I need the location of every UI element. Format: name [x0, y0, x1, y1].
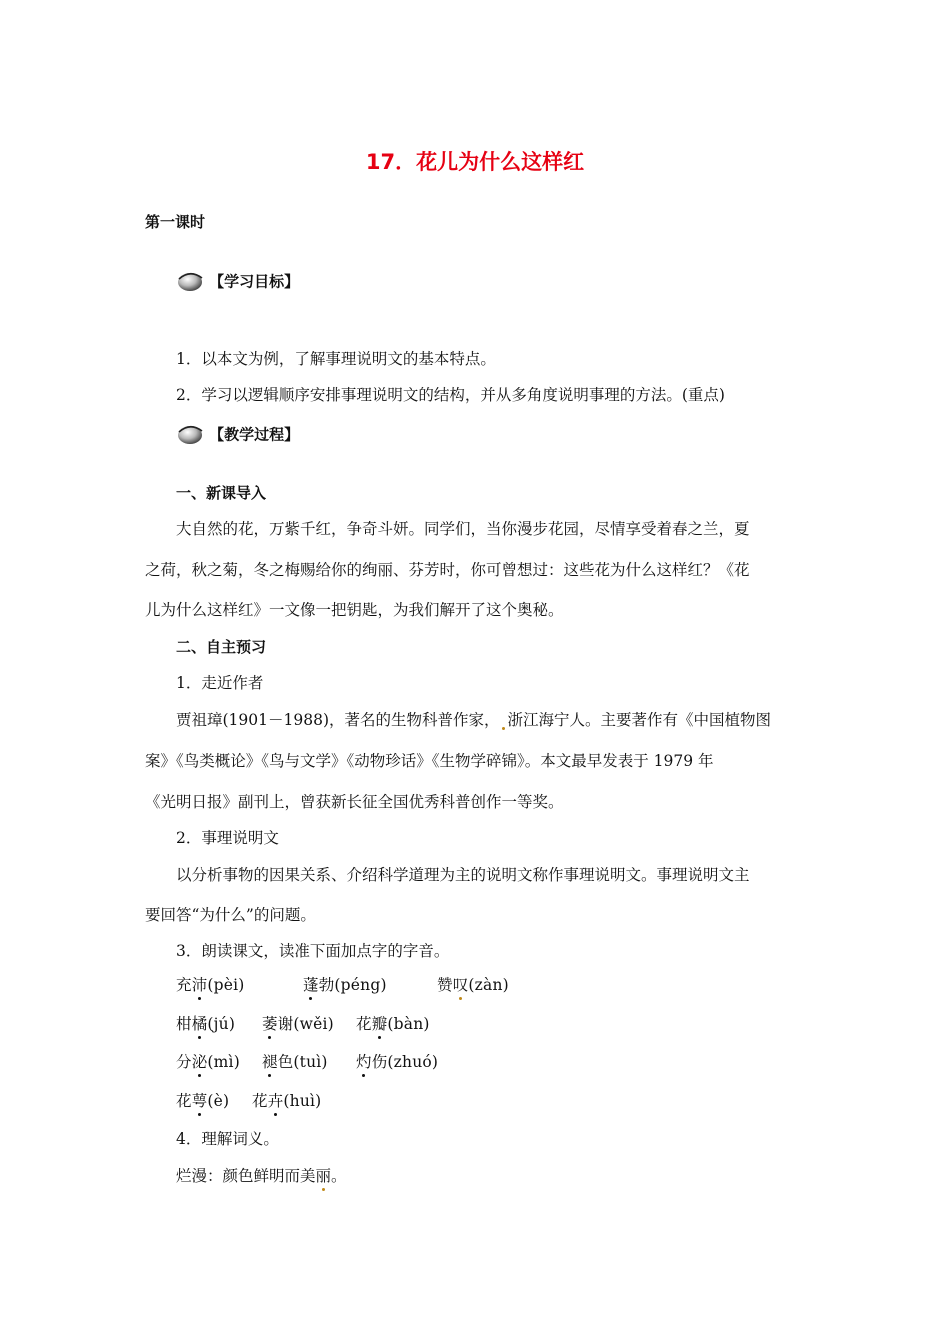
intro-line-1: 大自然的花，万紫千红，争奇斗妍。同学们，当你漫步花园，尽情享受着春之兰，夏: [176, 520, 750, 538]
part2-title: 二、自主预习: [176, 638, 267, 656]
dotted-char: 泌: [192, 1050, 208, 1072]
item3-title: 3．朗读课文，读准下面加点字的字音。: [176, 942, 450, 960]
goals-header: 【学习目标】: [209, 272, 300, 291]
part1-title: 一、新课导入: [176, 484, 267, 502]
dotted-char: 卉: [268, 1089, 284, 1111]
pronunciation-item: 花萼(è): [176, 1089, 252, 1111]
dotted-char: 萼: [192, 1089, 208, 1111]
pronunciation-item: 花卉(huì): [252, 1092, 321, 1110]
item4-title: 4．理解词义。: [176, 1130, 279, 1148]
pronunciation-row: [176, 973, 509, 995]
goals-header-group: [176, 270, 299, 292]
lesson-label: 第一课时: [145, 213, 206, 231]
dotted-char: 丽: [316, 1164, 332, 1186]
dotted-char: 叹: [453, 973, 469, 995]
process-header-group: [176, 423, 299, 445]
pronunciation-row: [176, 1050, 438, 1072]
author-line-1b: 浙江海宁人。主要著作有《中国植物图: [507, 711, 772, 729]
intro-line-2: 之荷，秋之菊，冬之梅赐给你的绚丽、芬芳时，你可曾想过：这些花为什么这样红？《花: [145, 561, 750, 579]
process-header: 【教学过程】: [209, 425, 300, 444]
vocab-text: 烂漫：颜色鲜明而美: [176, 1167, 316, 1185]
pronunciation-item: 褪色(tuì): [262, 1050, 356, 1072]
dotted-char: 褪: [262, 1050, 278, 1072]
goal-1: 1．以本文为例，了解事理说明文的基本特点。: [176, 350, 496, 368]
pronunciation-item: 柑橘(jú): [176, 1012, 262, 1034]
definition-line-2: 要回答“为什么”的问题。: [145, 906, 316, 924]
page-title: 17．花儿为什么这样红: [365, 150, 585, 174]
pronunciation-item: 灼伤(zhuó): [356, 1053, 438, 1071]
dotted-char: 沛: [192, 973, 208, 995]
item1-title: 1．走近作者: [176, 674, 264, 692]
sphere-icon: [176, 270, 204, 292]
author-line-2: 案》《鸟类概论》《鸟与文学》《动物珍话》《生物学碎锦》。本文最早发表于 1979 年: [145, 752, 714, 770]
vocab-line-1: [176, 1164, 347, 1186]
dotted-char: 萎: [262, 1012, 278, 1034]
goal-2: 2．学习以逻辑顺序安排事理说明文的结构，并从多角度说明事理的方法。(重点): [176, 386, 725, 404]
definition-line-1: 以分析事物的因果关系、介绍科学道理为主的说明文称作事理说明文。事理说明文主: [176, 866, 750, 884]
pronunciation-item: 蓬勃(péng): [303, 973, 437, 995]
sphere-icon: [176, 423, 204, 445]
pronunciation-item: 萎谢(wěi): [262, 1012, 356, 1034]
pronunciation-row: [176, 1089, 321, 1111]
pronunciation-item: 充沛(pèi): [176, 973, 303, 995]
author-line-3: 《光明日报》副刊上，曾获新长征全国优秀科普创作一等奖。: [145, 793, 564, 811]
pronunciation-row: [176, 1012, 430, 1034]
vocab-text-end: 。: [331, 1167, 347, 1185]
dotted-char: 橘: [192, 1012, 208, 1034]
dotted-char: 瓣: [372, 1012, 388, 1034]
item2-title: 2．事理说明文: [176, 829, 279, 847]
dotted-char: 蓬: [303, 973, 319, 995]
pronunciation-item: 赞叹(zàn): [437, 976, 509, 994]
author-line-1a: 贾祖璋(1901－1988)，著名的生物科普作家，: [176, 711, 500, 729]
pronunciation-item: 分泌(mì): [176, 1050, 262, 1072]
intro-line-3: 儿为什么这样红》一文像一把钥匙，为我们解开了这个奥秘。: [145, 601, 564, 619]
pronunciation-item: 花瓣(bàn): [356, 1015, 430, 1033]
author-line-1: [176, 708, 771, 730]
dotted-char: 灼: [356, 1050, 372, 1072]
